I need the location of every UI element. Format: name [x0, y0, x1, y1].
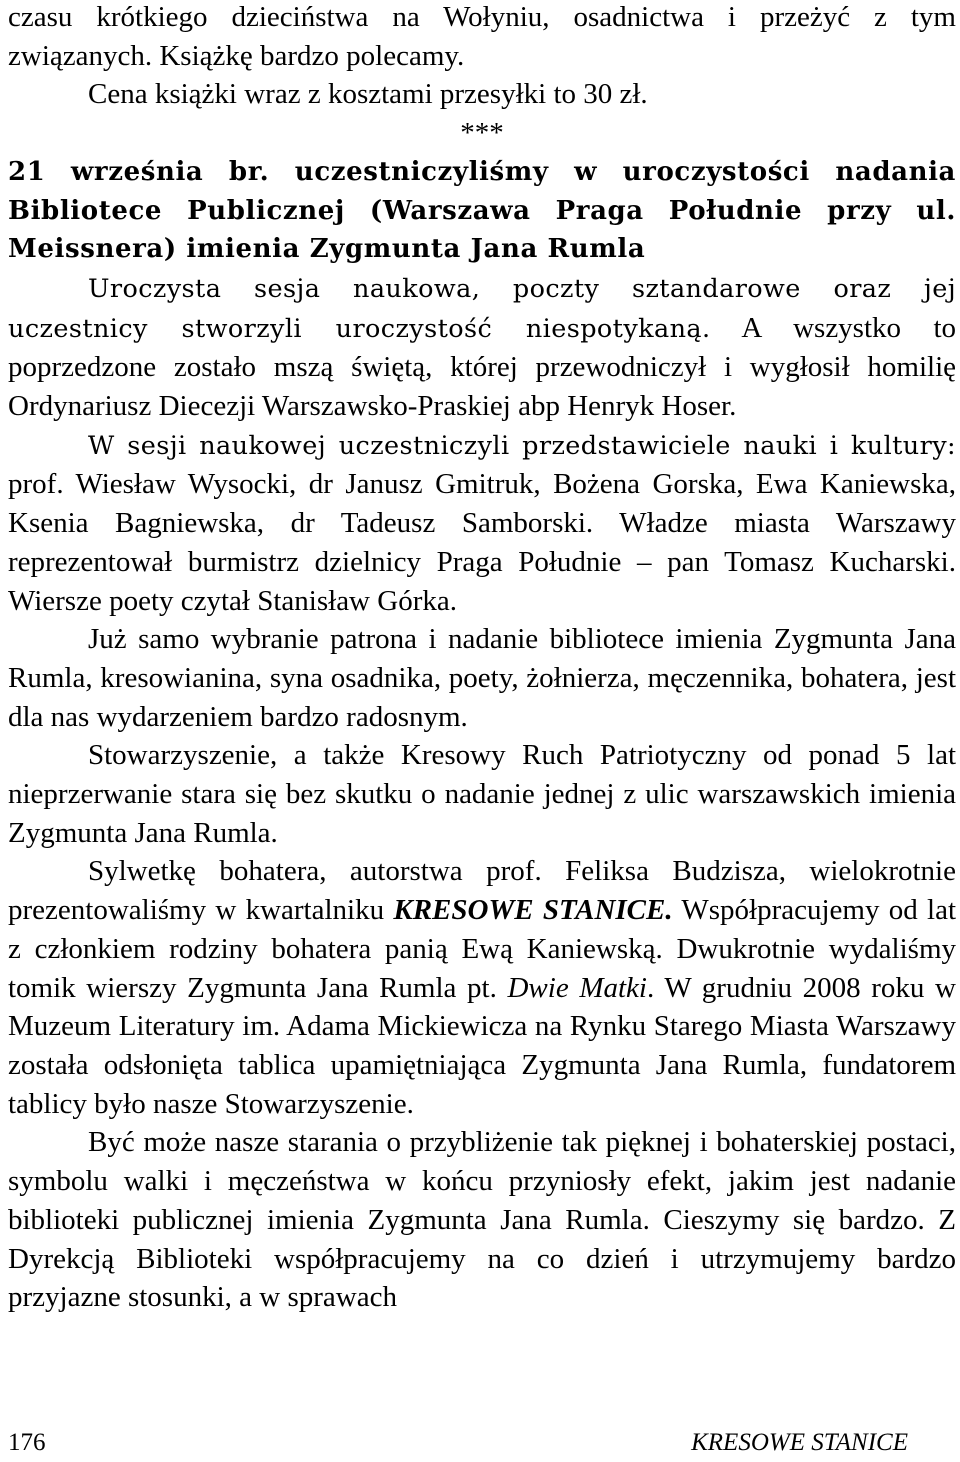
page-number: 176: [8, 1429, 46, 1456]
paragraph-efforts: Być może nasze starania o przybliżenie tak pięknej i bohaterskiej postaci, symbolu walki i męczeństwa w końcu przyniosły efekt, jakim jest nadanie biblioteki publicznej imienia Zygmunta Jana Rumla. Cieszymy się bardzo. Z Dyrekcją Biblioteki współpracujemy na co dzień i utrzymujemy bardzo przyjazne stosunki, a w sprawach: [8, 1126, 956, 1314]
paragraph-ceremony-lead: Uroczysta sesja naukowa, poczty sztandarowe oraz jej uczestnicy stworzyli uroczystość niespotykaną.: [8, 273, 956, 344]
paragraph-book-review-end: czasu krótkiego dzieciństwa na Wołyniu, osadnictwa i przeżyć z tym związanych. Książkę bardzo polecamy.: [8, 1, 956, 72]
section-separator: ***: [460, 117, 504, 150]
journal-name: KRESOWE STANICE: [691, 1429, 908, 1456]
paragraph-session-rest: prof. Wiesław Wysocki, dr Janusz Gmitruk, Bożena Gorska, Ewa Kaniewska, Ksenia Bagniewska, dr Tadeusz Samborski. Władze miasta Warszawy reprezentował burmistrz dzielnicy Praga Południe – pan Tomasz Kucharski. Wiersze poety czytał Stanisław Górka.: [8, 468, 956, 617]
paragraph-biography: [8, 852, 956, 1123]
paragraph-biography-b: Współpracujemy od lat z członkiem rodziny bohatera panią Ewą Kaniewską. Dwukrotnie wydaliśmy tomik wierszy Zygmunta Jana Rumla pt.: [8, 894, 956, 1004]
paragraph-patron: Już samo wybranie patrona i nadanie bibliotece imienia Zygmunta Jana Rumla, kresowianina, syna osadnika, poety, żołnierza, męczennika, bohatera, jest dla nas wydarzeniem bardzo radosnym.: [8, 623, 956, 733]
section-heading: 21 września br. uczestniczyliśmy w uroczystości nadania Bibliotece Publicznej (Warszawa Praga Południe przy ul. Meissnera) imienia Zygmunta Jana Rumla: [8, 156, 956, 265]
paragraph-book-price: Cena książki wraz z kosztami przesyłki to 30 zł.: [88, 78, 648, 111]
magazine-name: KRESOWE STANICE.: [393, 894, 673, 927]
paragraph-ceremony: [8, 269, 956, 426]
article-body: [8, 0, 956, 1317]
paragraph-ceremony-rest: A wszystko to poprzedzone zostało mszą świętą, której przewodniczył i wygłosił homilię Ordynariusz Diecezji Warszawsko-Praskiej abp Henryk Hoser.: [8, 311, 957, 423]
paragraph-biography-a: Sylwetkę bohatera, autorstwa prof. Feliksa Budzisza, wielokrotnie prezentowaliśmy w kwartalniku: [8, 855, 956, 927]
book-title: Dwie Matki: [507, 971, 647, 1004]
paragraph-session: [8, 426, 956, 621]
paragraph-session-lead: W sesji naukowej uczestniczyli przedstawiciele nauki i kultury:: [88, 430, 956, 461]
paragraph-association: Stowarzyszenie, a także Kresowy Ruch Patriotyczny od ponad 5 lat nieprzerwanie stara się bez skutku o nadanie jednej z ulic warszawskich imienia Zygmunta Jana Rumla.: [8, 739, 956, 849]
paragraph-biography-c: . W grudniu 2008 roku w Muzeum Literatury im. Adama Mickiewicza na Rynku Starego Miasta Warszawy została odsłonięta tablica upamiętniająca Zygmunta Jana Rumla, fundatorem tablicy było nasze Stowarzyszenie.: [8, 971, 956, 1120]
